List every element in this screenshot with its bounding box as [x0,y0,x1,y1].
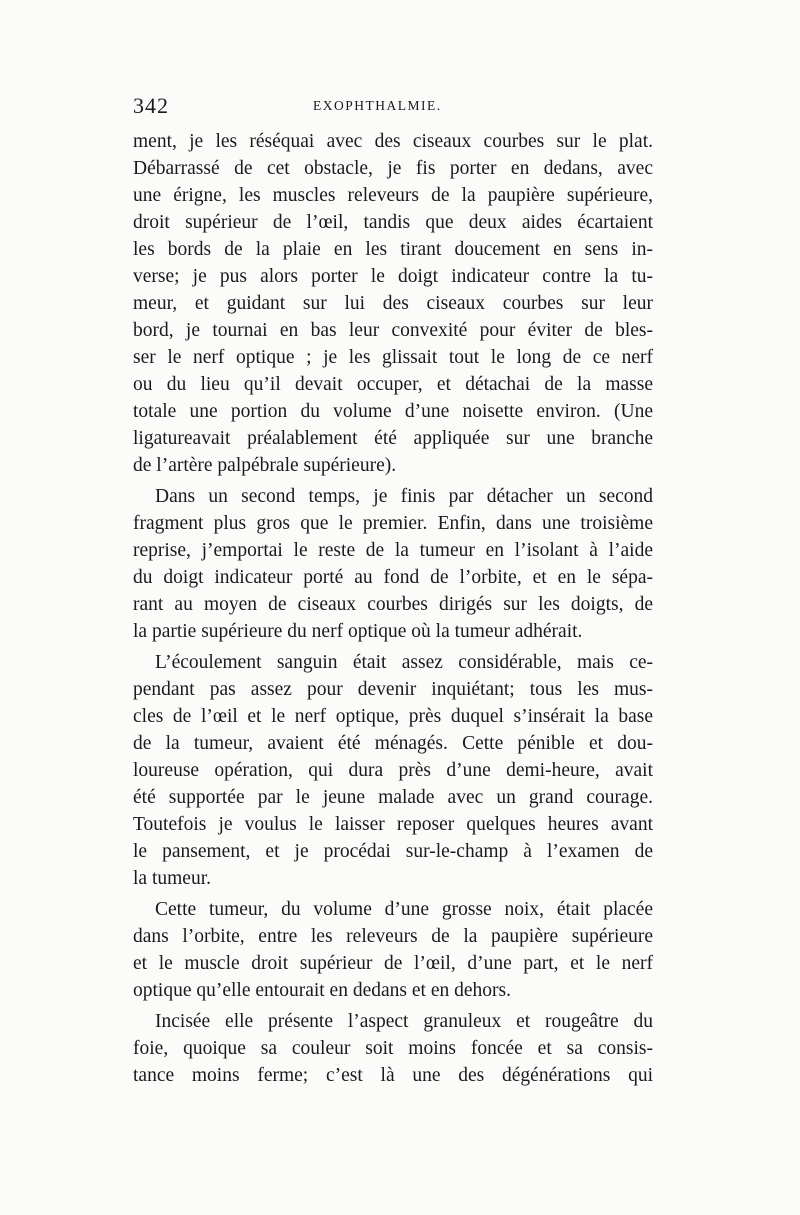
text-line: rant au moyen de ciseaux courbes dirigés sur les doigts, de [133,594,653,615]
text-line: pendant pas assez pour devenir inquiétant; tous les mus- [133,679,653,700]
text-line: de l’artère palpébrale supérieure). [133,455,397,476]
text-line: du doigt indicateur porté au fond de l’orbite, et en le sépa- [133,567,653,588]
text-line: la partie supérieure du nerf optique où la tumeur adhérait. [133,621,583,642]
text-line: et le muscle droit supérieur de l’œil, d’une part, et le nerf [133,953,653,974]
text-line: Cette tumeur, du volume d’une grosse noix, était placée [155,899,653,920]
text-line: cles de l’œil et le nerf optique, près duquel s’insérait la base [133,706,653,727]
text-line: reprise, j’emportai le reste de la tumeur en l’isolant à l’aide [133,540,653,561]
text-line: dans l’orbite, entre les releveurs de la paupière supérieure [133,926,653,947]
paragraph [133,896,653,1004]
text-line: tance moins ferme; c’est là une des dégénérations qui [133,1065,653,1086]
text-line: optique qu’elle entourait en dedans et en dehors. [133,980,511,1001]
text-line: Toutefois je voulus le laisser reposer quelques heures avant [133,814,653,835]
text-line: verse; je pus alors porter le doigt indicateur contre la tu- [133,266,653,287]
text-line: les bords de la plaie en les tirant doucement en sens in- [133,239,653,260]
text-line: de la tumeur, avaient été ménagés. Cette pénible et dou- [133,733,653,754]
text-line: ligatureavait préalablement été appliquée sur une branche [133,428,653,449]
text-line: Dans un second temps, je finis par détacher un second [155,486,653,507]
text-line: L’écoulement sanguin était assez considérable, mais ce- [155,652,653,673]
paragraph [133,649,653,892]
text-line: bord, je tournai en bas leur convexité pour éviter de bles- [133,320,653,341]
text-line: Débarrassé de cet obstacle, je fis porter en dedans, avec [133,158,653,179]
paragraph [133,483,653,645]
running-title: EXOPHTHALMIE. [313,98,442,113]
text-line: droit supérieur de l’œil, tandis que deux aides écartaient [133,212,653,233]
text-line: ser le nerf optique ; je les glissait tout le long de ce nerf [133,347,653,368]
text-line: fragment plus gros que le premier. Enfin, dans une troisième [133,513,653,534]
text-line: une érigne, les muscles releveurs de la paupière supérieure, [133,185,653,206]
page-number: 342 [133,93,169,118]
text-line: été supportée par le jeune malade avec un grand courage. [133,787,653,808]
text-line: totale une portion du volume d’une noisette environ. (Une [133,401,653,422]
text-line: le pansement, et je procédai sur-le-champ à l’examen de [133,841,653,862]
text-line: loureuse opération, qui dura près d’une demi-heure, avait [133,760,653,781]
paragraph [133,128,653,479]
text-line: foie, quoique sa couleur soit moins foncée et sa consis- [133,1038,653,1059]
text-line: Incisée elle présente l’aspect granuleux et rougeâtre du [155,1011,653,1032]
paragraph [133,1008,653,1089]
text-line: meur, et guidant sur lui des ciseaux courbes sur leur [133,293,653,314]
text-line: ou du lieu qu’il devait occuper, et détachai de la masse [133,374,653,395]
text-line: la tumeur. [133,868,211,889]
page-header [133,93,663,123]
text-line: ment, je les réséquai avec des ciseaux courbes sur le plat. [133,131,653,152]
body-text [133,128,653,1089]
